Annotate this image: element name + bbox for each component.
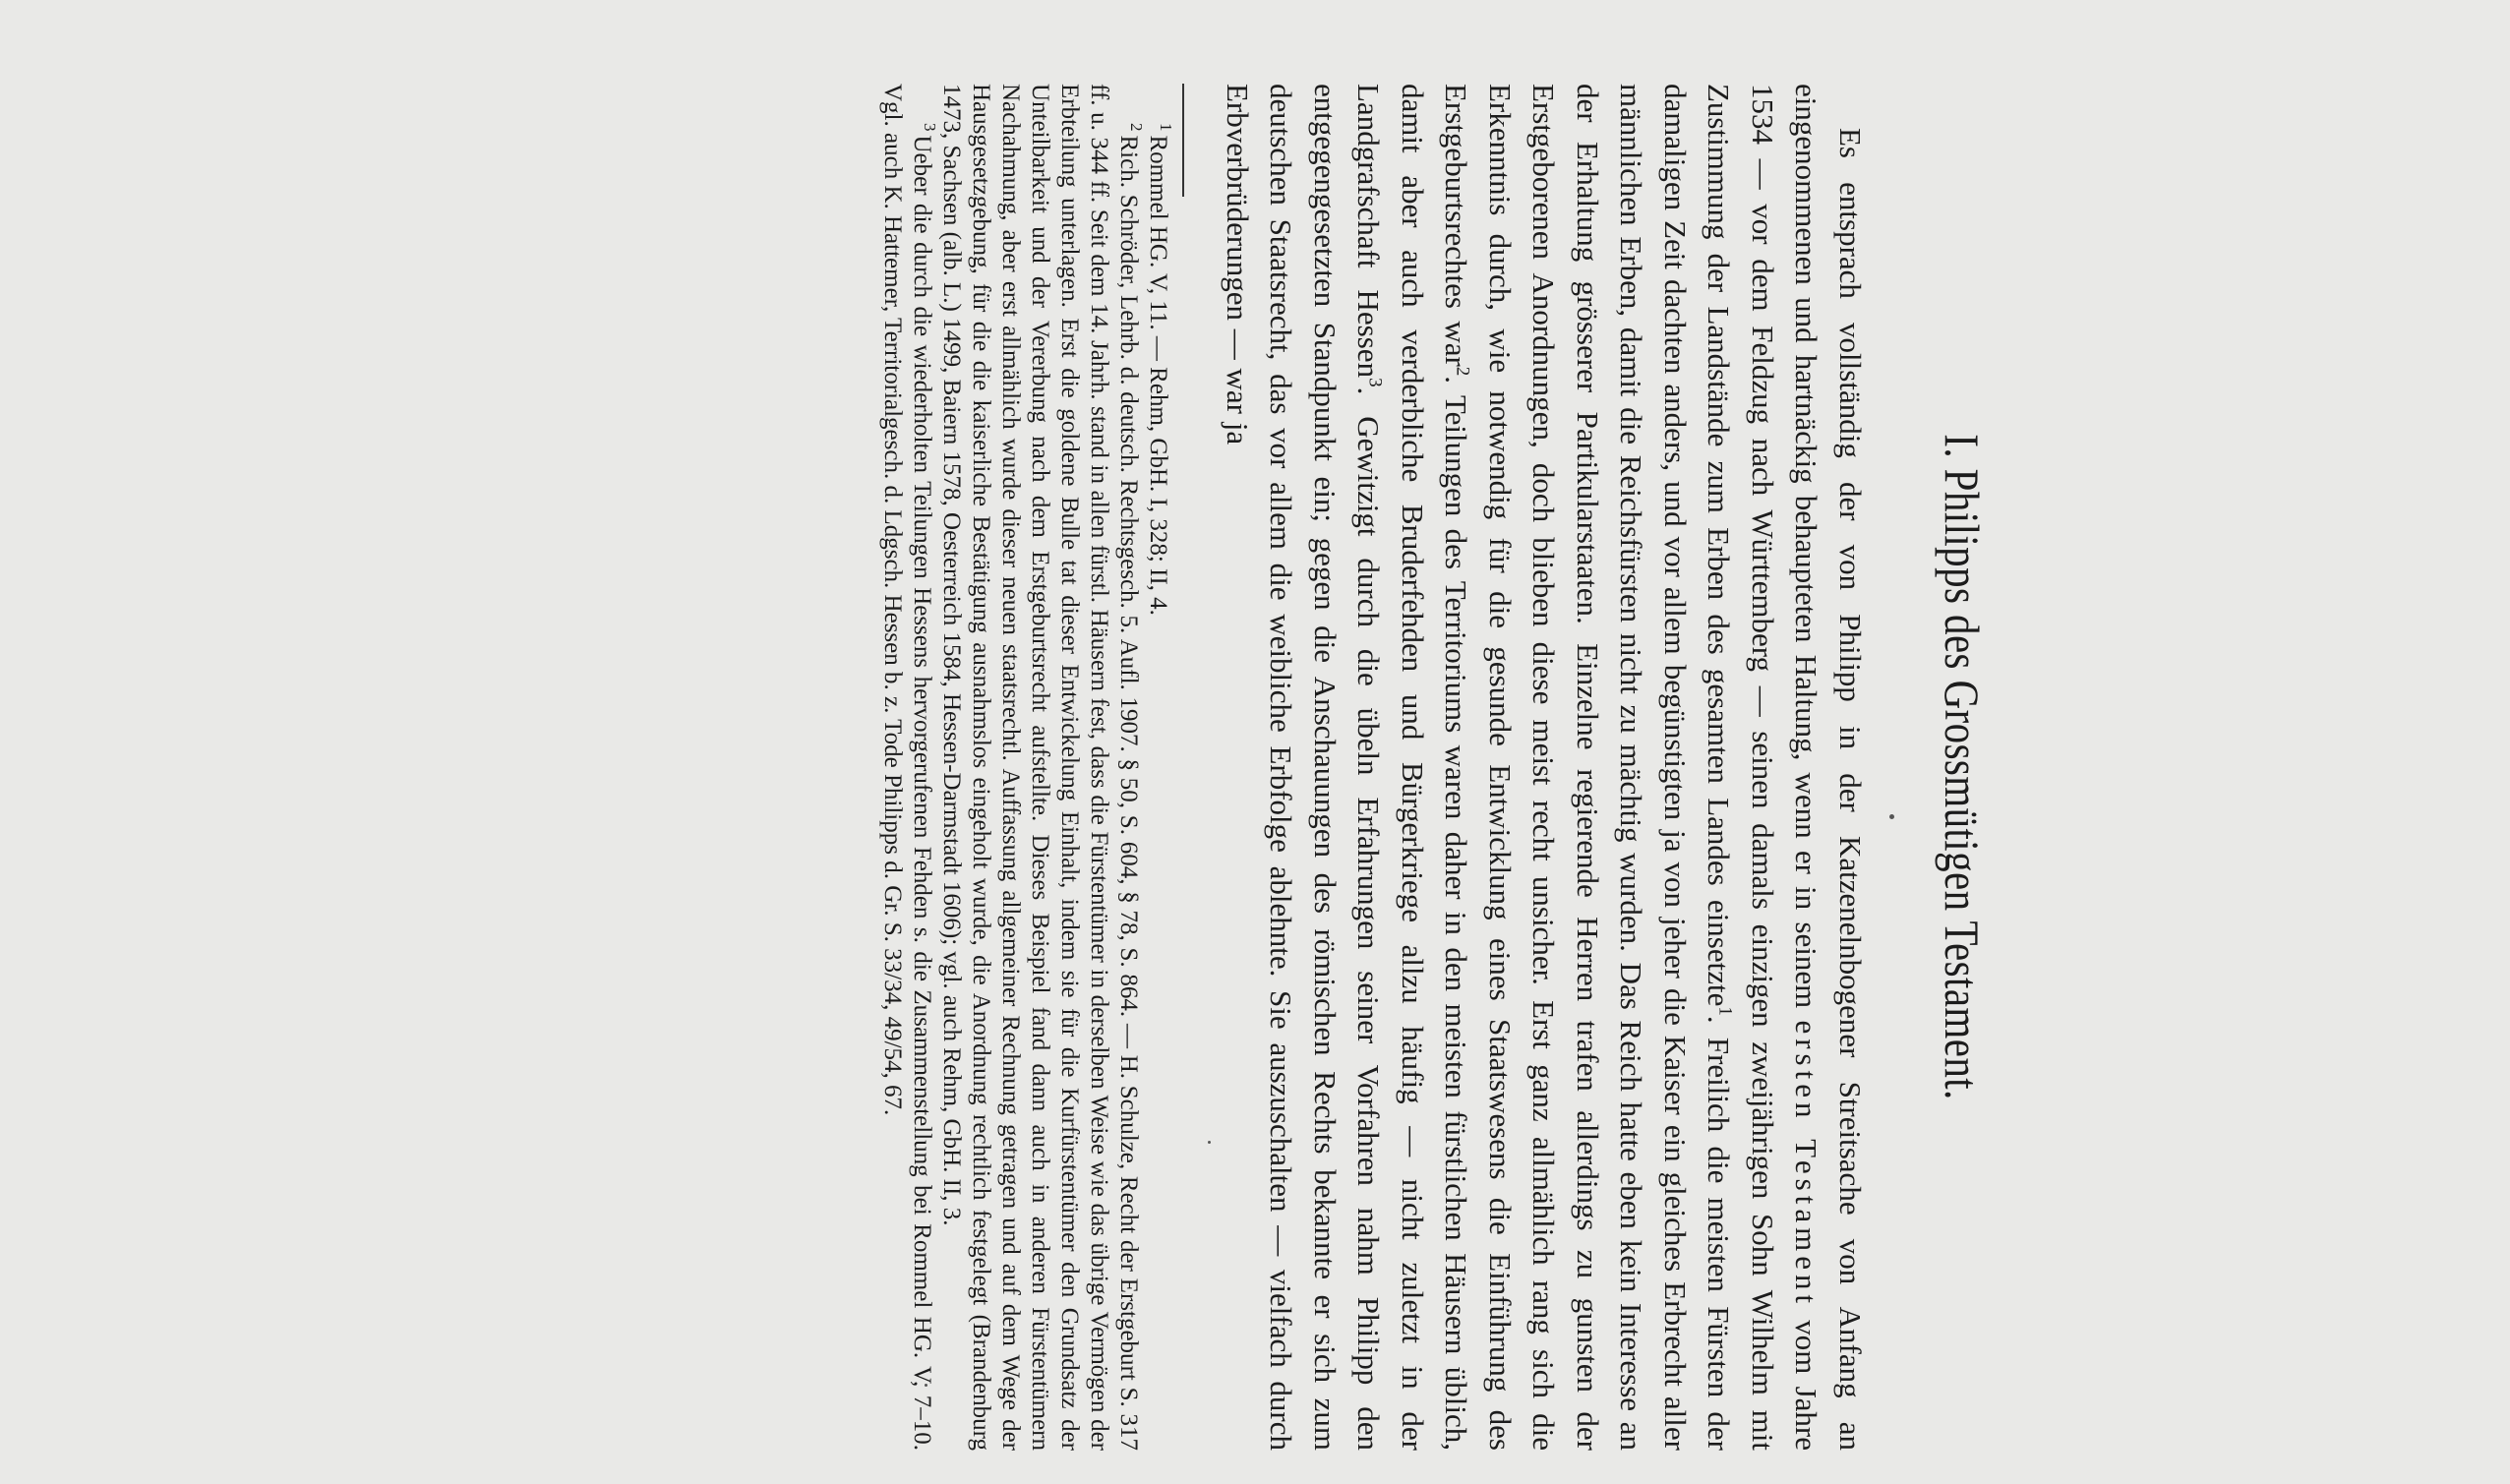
emphasized-term: ersten Testament — [1789, 1020, 1824, 1309]
footnote — [1144, 84, 1173, 1451]
footnote-reference: 2 — [1452, 366, 1473, 377]
footnote-mark: 1 — [1156, 123, 1175, 132]
footnote — [937, 84, 1144, 1451]
body-paragraph — [1216, 84, 1873, 1451]
footnotes — [878, 84, 1173, 1451]
footnote-text: Ueber die durch die wiederholten Teilungen Hessens hervorgerufenen Fehden s. die Zusammenstellung bei Rommel HG. V, 7–10. Vgl. auch K. Hattemer, Territorialgesch. d. Ldgsch. Hessen b. z. Tode Philipps d. Gr. S. 33/34, 49/54, 67. — [879, 84, 936, 1451]
footnote-reference: 3 — [1364, 378, 1386, 387]
footnote — [878, 84, 937, 1451]
body-text-part: . Freilich die meisten Fürsten der damaligen Zeit dachten anders, und vor allem begünstigten ja von jeher die Kaiser ein gleiches Erbrecht aller männlichen Erben, damit die Reichsfürsten nicht zu mächtig wurden. Das Reich hatte eben kein Interesse an der Erhaltung grösserer Partikularstaaten. Einzelne regierende Herren trafen allerdings zu gunsten der Erstgeborenen Anordnungen, doch blieben diese meist recht unsicher. Erst ganz allmählich rang sich die Erkenntnis durch, wie notwendig für die gesunde Entwicklung eines Staatswesens die Einführung des Erstgeburtsrechtes war — [1439, 84, 1737, 1451]
footnote-mark: 2 — [1126, 123, 1146, 132]
chapter-title: I. Philipps des Grossmütigen Testament. — [1935, 434, 1990, 1100]
footnote-text: Rich. Schröder, Lehrb. d. deutsch. Rechtsgesch. 5. Aufl. 1907. § 50, S. 604, § 78, S. 864. — H. Schulze, Recht der Erstgeburt S. 317 ff. u. 344 ff. Seit dem 14. Jahrh. stand in allen fürstl. Häusern fest, dass die Fürstentümer in derselben Weise wie das übrige Vermögen der Erbteilung unterlagen. Erst die goldene Bulle tat dieser Entwickelung Einhalt, indem sie für die Kurfürstentümer den Grundsatz der Unteilbarkeit und der Vererbung nach dem Erstgeburtsrecht aufstellte. Dieses Beispiel fand dann auch in anderen Fürstentümern Nachahmung, aber erst allmählich wurde dieser neuen staatsrechtl. Auffassung allgemeiner Rechnung getragen und auf dem Wege der Hausgesetzgebung, für die die kaiserliche Bestätigung ausnahmslos eingeholt wurde, die Anordnung rechtlich festgelegt (Brandenburg 1473, Sachsen (alb. L.) 1499, Baiern 1578, Oesterreich 1584, Hessen-Darmstadt 1606); vgl. auch Rehm, GbH. II, 3. — [938, 84, 1143, 1451]
footnote-mark: 3 — [920, 123, 939, 132]
footnote-separator — [1183, 84, 1185, 197]
body-text-part: Es entsprach vollständig der von Philipp in der Katzenelnbogener Streitsache von Anfang an eingenommenen und hartnäckig behaupteten Haltung, wenn er in seinem — [1789, 84, 1868, 1451]
body-text-part: . Teilungen des Territoriums waren daher in den meisten fürstlichen Häusern üblich, damit aber auch verderbliche Bruderfehden und Bürgerkriege allzu häufig — nicht zuletzt in der Landgrafschaft Hessen — [1351, 84, 1474, 1451]
footnote-reference: 1 — [1714, 1006, 1736, 1016]
footnote-text: Rommel HG. V, 11. — Rehm, GbH. I, 328; II, 4. — [1145, 135, 1172, 616]
body-text-part: . Gewitzigt durch die übeln Erfahrungen seiner Vorfahren nahm Philipp den entgegengesetzten Standpunkt ein; gegen die Anschauungen des römischen Rechts bekannte er sich zum deutschen Staatsrecht, das vor allem die weibliche Erbfolge ablehnte. Sie auszuschalten — vielfach durch Erbverbrüderungen — war ja — [1221, 84, 1387, 1452]
rotated-page-content — [123, 84, 1992, 1451]
body-text-part: vom Jahre 1534 — vor dem Feldzug nach Württemberg — seinen damals einzigen zweijährigen Sohn Wilhelm mit Zustimmung der Landstände zum Erben des gesamten Landes einsetzte — [1702, 84, 1824, 1451]
